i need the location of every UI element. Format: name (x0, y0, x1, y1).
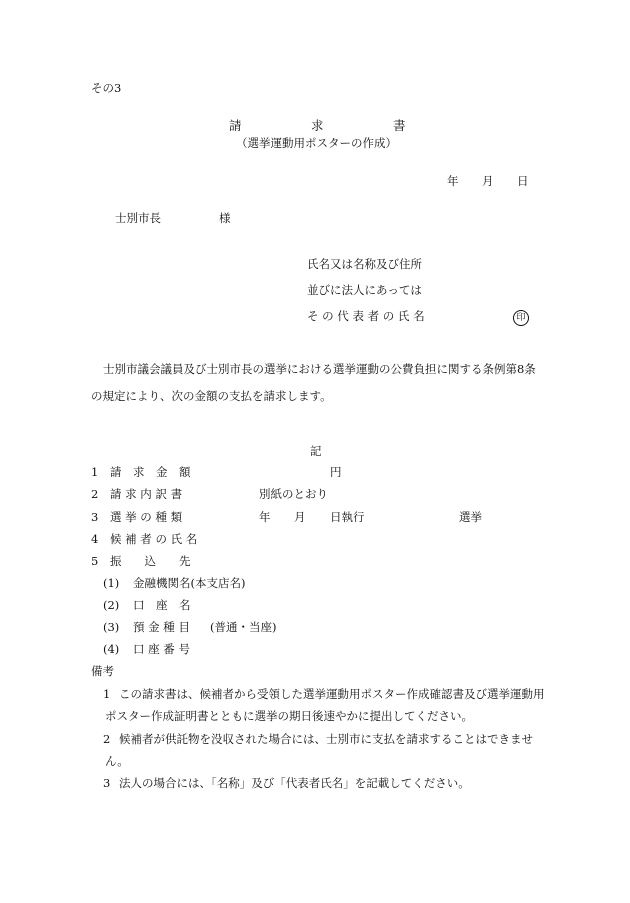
item-3-day-exec: 日執行 (330, 510, 365, 524)
bank-2-num: (2) (103, 598, 120, 612)
item-2-label: 請 求 内 訳 書 (110, 487, 183, 501)
item-2-value: 別紙のとおり (259, 487, 328, 501)
body-line-2: の規定により、次の金額の支払を請求します。 (91, 389, 332, 403)
item-2-num: 2 (91, 487, 99, 501)
item-1-unit: 円 (330, 465, 342, 479)
applicant-line-3: そ の 代 表 者 の 氏 名 (307, 309, 425, 323)
note-2-line-2: ん。 (105, 754, 129, 768)
ki-heading: 記 (310, 444, 322, 458)
item-1-num: 1 (91, 465, 99, 479)
date-month: 月 (482, 174, 494, 188)
item-4-num: 4 (91, 532, 99, 546)
bank-3-num: (3) (103, 620, 120, 634)
note-1-num: 1 (103, 687, 111, 701)
applicant-line-1: 氏名又は名称及び住所 (307, 257, 422, 271)
note-3-line-1: 法人の場合には、「名称」及び「代表者氏名」を記載してください。 (119, 776, 470, 790)
note-2-num: 2 (103, 732, 111, 746)
item-5-label: 振 込 先 (110, 554, 191, 568)
note-2-line-1: 候補者が供託物を没収された場合には、士別市に支払を請求することはできませ (119, 732, 533, 746)
item-1-label: 請 求 金 額 (110, 465, 191, 479)
subtitle: （選挙運動用ポスターの作成） (236, 136, 397, 150)
form-number: その3 (91, 81, 122, 95)
title-char-3: 書 (393, 118, 406, 133)
item-3-year: 年 (259, 510, 271, 524)
bank-2-label: 口 座 名 (133, 598, 191, 612)
seal-mark: 印 (513, 310, 529, 326)
title-char-2: 求 (311, 118, 324, 133)
bank-1-label: 金融機関名(本支店名) (133, 576, 246, 590)
bank-3-label: 預 金 種 目 (133, 620, 190, 634)
item-5-num: 5 (91, 554, 99, 568)
note-1-line-1: この請求書は、候補者から受領した選挙運動用ポスター作成確認書及び選挙運動用 (119, 687, 545, 701)
notes-heading: 備考 (91, 664, 114, 678)
applicant-line-2: 並びに法人にあっては (307, 283, 422, 297)
item-4-label: 候 補 者 の 氏 名 (110, 532, 198, 546)
addressee-name: 士別市長 (115, 211, 161, 225)
bank-1-num: (1) (103, 576, 120, 590)
item-3-election: 選挙 (459, 510, 482, 524)
item-3-label: 選 挙 の 種 類 (110, 510, 183, 524)
bank-4-label: 口 座 番 号 (133, 642, 190, 656)
note-1-line-2: ポスター作成証明書とともに選挙の期日後速やかに提出してください。 (105, 709, 473, 723)
date-year: 年 (447, 174, 459, 188)
addressee-honorific: 様 (219, 211, 231, 225)
date-day: 日 (517, 174, 529, 188)
bank-3-value: (普通・当座) (210, 620, 277, 634)
item-3-month: 月 (294, 510, 306, 524)
item-3-num: 3 (91, 510, 99, 524)
note-3-num: 3 (103, 776, 111, 790)
title-char-1: 請 (229, 118, 242, 133)
body-line-1: 士別市議会議員及び士別市長の選挙における選挙運動の公費負担に関する条例第8条 (103, 362, 536, 376)
bank-4-num: (4) (103, 642, 120, 656)
